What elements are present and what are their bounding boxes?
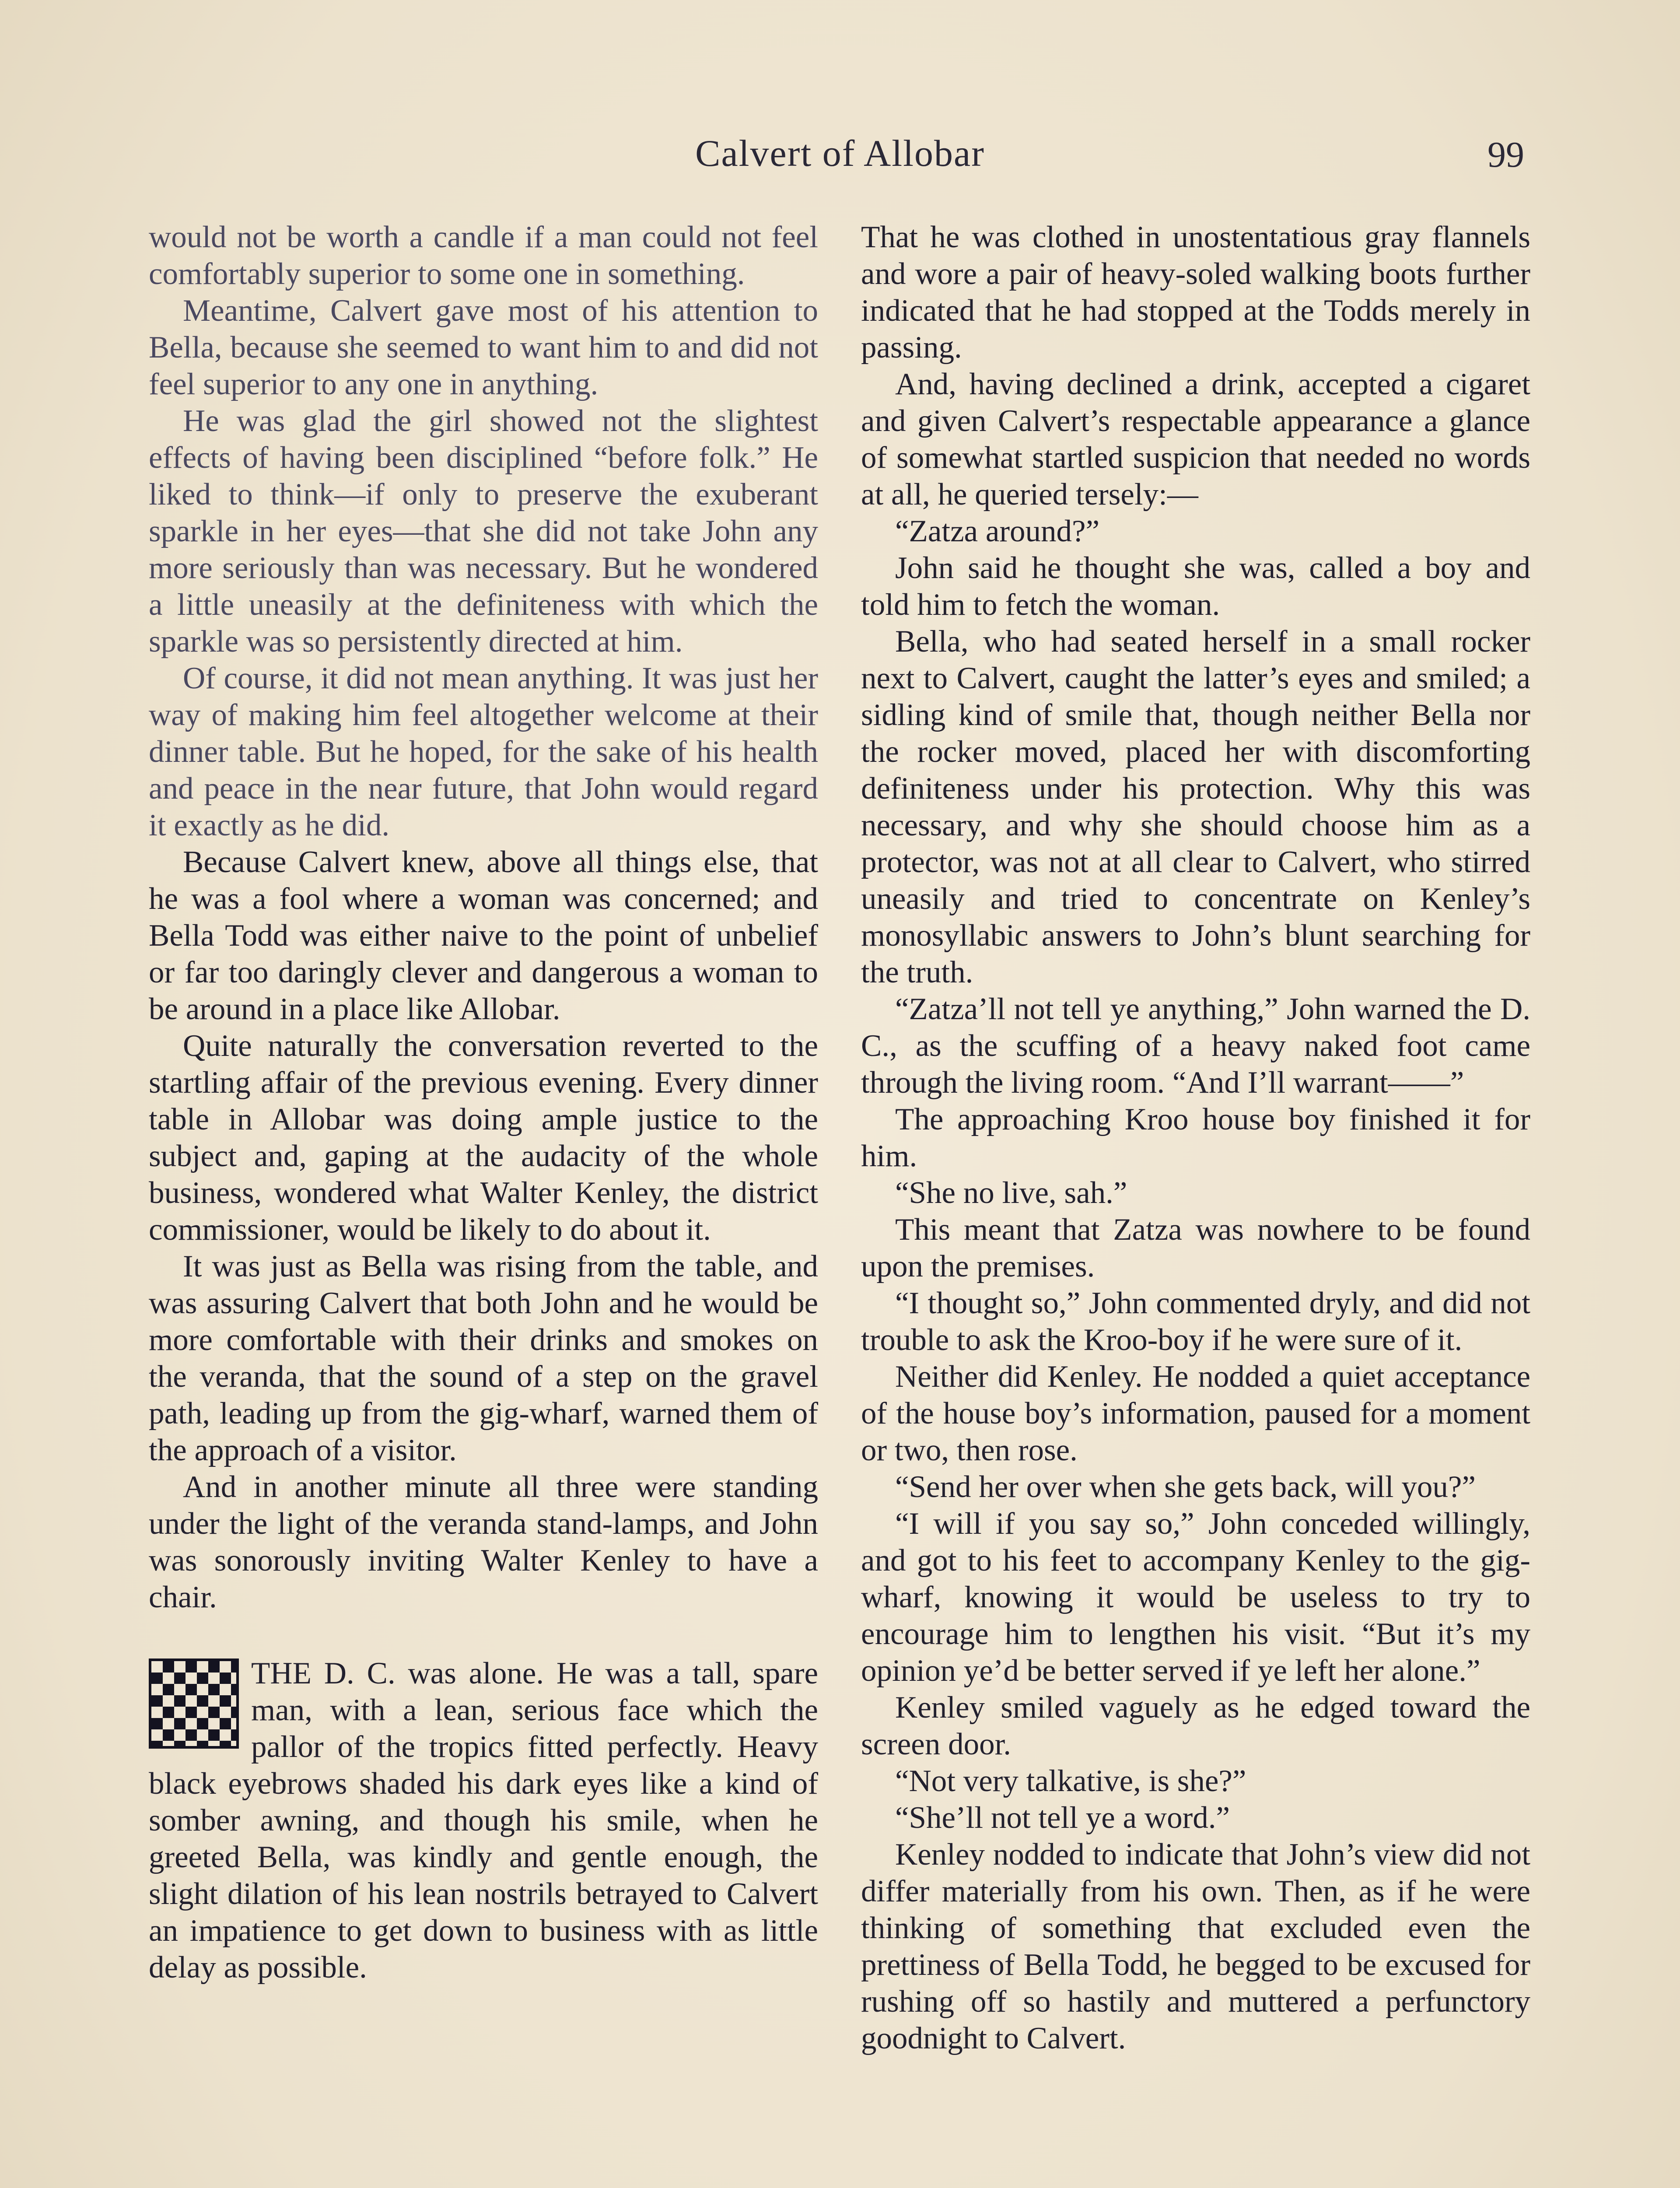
paragraph: And in another minute all three were standing under the light of the veranda stand-lamps, and John was sonorously inviting Walter Kenley to have a chair. xyxy=(149,1470,818,1614)
paragraph: He was glad the girl showed not the slightest effects of having been disciplined “before folk.” He liked to think—if only to preserve the exuberant sparkle in her eyes—that she did not take John any more seriously than was necessary. But he wondered a little uneasily at the definiteness with which the sparkle was so persistently directed at him. xyxy=(149,404,818,659)
left-column xyxy=(149,219,818,1986)
right-column xyxy=(861,219,1530,2057)
paragraph: Kenley smiled vaguely as he edged toward the screen door. xyxy=(861,1690,1530,1761)
paragraph: Of course, it did not mean anything. It was just her way of making him feel altogether welcome at their dinner table. But he hoped, for the sake of his health and peace in the near future, that John would regard it exactly as he did. xyxy=(149,661,818,842)
paragraph: Because Calvert knew, above all things else, that he was a fool where a woman was concerned; and Bella Todd was either naive to the point of unbelief or far too daringly clever and dangerous a woman to be around in a place like Allobar. xyxy=(149,845,818,1026)
paragraph: “Not very talkative, is she?” xyxy=(895,1764,1246,1798)
paragraph: would not be worth a candle if a man could not feel comfortably superior to some one in something. xyxy=(149,220,818,291)
paragraph: “She no live, sah.” xyxy=(895,1176,1127,1210)
paragraph: Kenley nodded to indicate that John’s view did not differ materially from his own. Then, as if he were thinking of something that excluded even the prettiness of Bella Todd, he begged to be excused for rushing off so hastily and muttered a perfunctory goodnight to Calvert. xyxy=(861,1837,1530,2055)
paragraph: That he was clothed in unostentatious gray flannels and wore a pair of heavy-soled walking boots further indicated that he had stopped at the Todds merely in passing. xyxy=(861,220,1530,365)
paragraph: The approaching Kroo house boy finished it for him. xyxy=(861,1102,1530,1173)
running-title: Calvert of Allobar xyxy=(695,132,985,174)
paragraph: “Zatza’ll not tell ye anything,” John warned the D. C., as the scuffing of a heavy naked foot came through the living room. “And I’ll warrant——” xyxy=(861,992,1530,1100)
paragraph: Neither did Kenley. He nodded a quiet acceptance of the house boy’s information, paused for a moment or two, then rose. xyxy=(861,1360,1530,1467)
paragraph: It was just as Bella was rising from the table, and was assuring Calvert that both John and he would be more comfortable with their drinks and smokes on the veranda, that the sound of a step on the gravel path, leading up from the gig-wharf, warned them of the approach of a visitor. xyxy=(149,1249,818,1467)
paragraph: “Zatza around?” xyxy=(895,514,1100,548)
paragraph: “She’ll not tell ye a word.” xyxy=(895,1801,1230,1835)
page-number: 99 xyxy=(1488,134,1524,175)
checkered-ornament-icon xyxy=(149,1659,239,1749)
paragraph: John said he thought she was, called a boy and told him to fetch the woman. xyxy=(861,551,1530,622)
section-text: THE D. C. was alone. He was a tall, spare man, with a lean, serious face which the pallor of the tropics fitted perfectly. Heavy black eyebrows shaded his dark eyes like a kind of somber awning, and though his smile, when he greeted Bella, was kindly and gentle enough, the slight dilation of his lean nostrils betrayed to Calvert an impatience to get down to business with as little delay as possible. xyxy=(149,1656,818,1985)
paragraph: “Send her over when she gets back, will you?” xyxy=(895,1470,1476,1504)
section-start-paragraph xyxy=(149,1655,818,1986)
paragraph: And, having declined a drink, accepted a cigaret and given Calvert’s respectable appearance a glance of somewhat startled suspicion that needed no words at all, he queried tersely:— xyxy=(861,367,1530,512)
paragraph: This meant that Zatza was nowhere to be found upon the premises. xyxy=(861,1213,1530,1283)
paragraph: “I will if you say so,” John conceded willingly, and got to his feet to accompany Kenley to the gig-wharf, knowing it would be useless to try to encourage him to lengthen his visit. “But it’s my opinion ye’d be better served if ye left her alone.” xyxy=(861,1507,1530,1688)
paragraph: Bella, who had seated herself in a small rocker next to Calvert, caught the latter’s eyes and smiled; a sidling kind of smile that, though neither Bella nor the rocker moved, placed her with discomforting definiteness under his protection. Why this was necessary, and why she should choose him as a protector, was not at all clear to Calvert, who stirred uneasily and tried to concentrate on Kenley’s monosyllabic answers to John’s blunt searching for the truth. xyxy=(861,624,1530,989)
paragraph: Meantime, Calvert gave most of his attention to Bella, because she seemed to want him to and did not feel superior to any one in anything. xyxy=(149,294,818,401)
paragraph: “I thought so,” John commented dryly, and did not trouble to ask the Kroo-boy if he were sure of it. xyxy=(861,1286,1530,1357)
paragraph: Quite naturally the conversation reverted to the startling affair of the previous evening. Every dinner table in Allobar was doing ample justice to the subject and, gaping at the audacity of the whole business, wondered what Walter Kenley, the district commissioner, would be likely to do about it. xyxy=(149,1029,818,1247)
